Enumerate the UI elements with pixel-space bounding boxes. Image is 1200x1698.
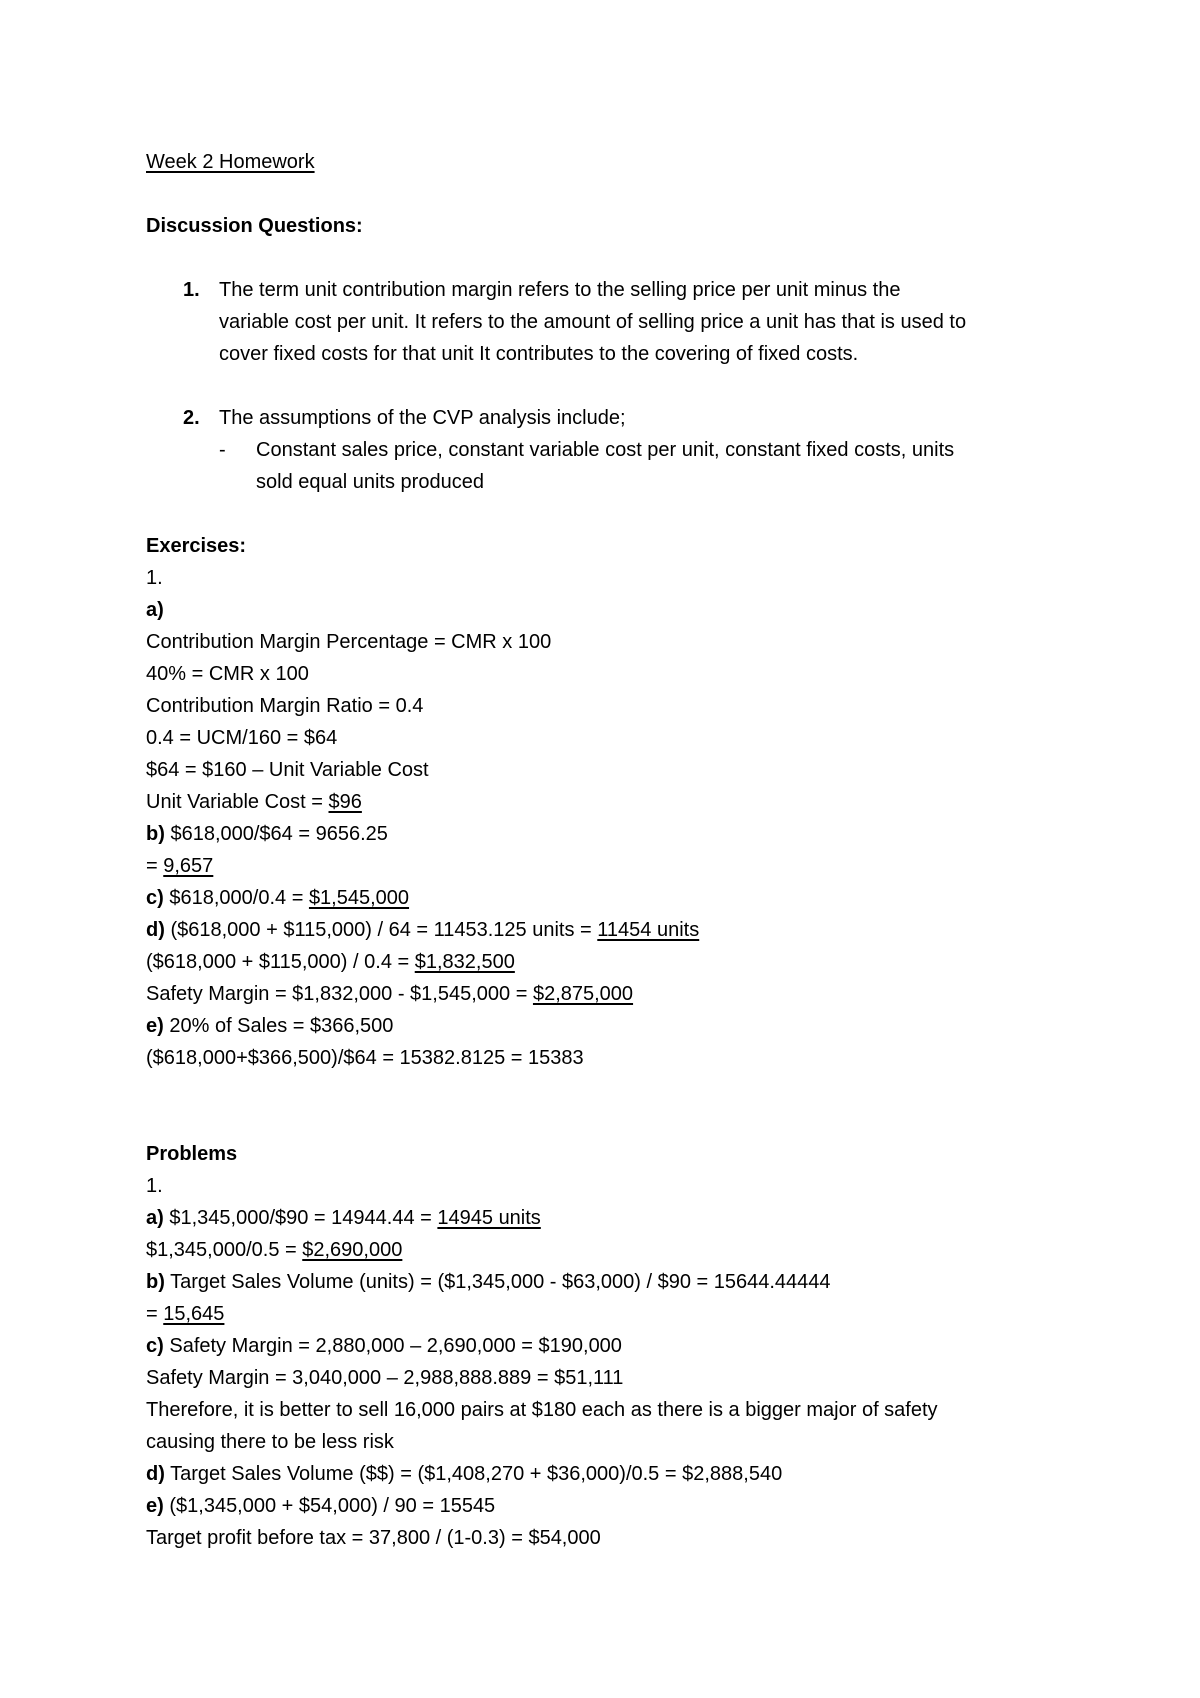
list-number: 1. — [183, 279, 200, 301]
list-number: 2. — [183, 407, 200, 429]
exercise-a-line-1: Contribution Margin Percentage = CMR x 100 — [146, 631, 552, 653]
answer-text: = — [146, 1303, 164, 1325]
exercise-d-line-2 — [146, 946, 1046, 978]
discussion-question-1 — [146, 274, 1046, 370]
question-2-line: The assumptions of the CVP analysis include; — [219, 407, 626, 429]
item-text: 20% of Sales = $366,500 — [163, 1015, 394, 1037]
answer-value: $1,832,500 — [414, 951, 515, 973]
exercise-a-line-5: $64 = $160 – Unit Variable Cost — [146, 759, 429, 781]
item-text: ($618,000 + $115,000) / 0.4 = — [146, 951, 415, 973]
bullet-dash: - — [219, 439, 226, 461]
answer-value: 15,645 — [163, 1303, 225, 1325]
problem-a — [146, 1202, 1046, 1234]
item-text: $618,000/$64 = 9656.25 — [164, 823, 388, 845]
exercise-d — [146, 914, 1046, 946]
document-content — [146, 146, 1046, 1554]
problem-c-line-2: Safety Margin = 3,040,000 – 2,988,888.889 = $51,111 — [146, 1367, 624, 1389]
discussion-heading: Discussion Questions: — [146, 215, 363, 237]
item-label: e) — [146, 1015, 164, 1037]
page-title: Week 2 Homework — [146, 151, 315, 173]
problem-d — [146, 1458, 1046, 1490]
item-label: a) — [146, 1207, 164, 1229]
answer-value: 9,657 — [163, 855, 214, 877]
answer-value: $1,545,000 — [308, 887, 410, 909]
item-label: e) — [146, 1495, 164, 1517]
exercise-a-line-2: 40% = CMR x 100 — [146, 663, 309, 685]
assumptions-line-1: Constant sales price, constant variable cost per unit, constant fixed costs, units — [256, 439, 955, 461]
exercise-e-line-2: ($618,000+$366,500)/$64 = 15382.8125 = 15383 — [146, 1047, 584, 1069]
item-text: $1,345,000/0.5 = — [146, 1239, 303, 1261]
exercise-a-line-4: 0.4 = UCM/160 = $64 — [146, 727, 338, 749]
exercise-number: 1. — [146, 567, 163, 589]
item-text: Target Sales Volume ($$) = ($1,408,270 + $36,000)/0.5 = $2,888,540 — [164, 1463, 783, 1485]
exercise-a-answer — [146, 786, 1046, 818]
answer-value: 14945 units — [437, 1207, 541, 1229]
item-text: ($1,345,000 + $54,000) / 90 = 15545 — [163, 1495, 496, 1517]
answer-value: 11454 units — [597, 919, 700, 941]
item-label: b) — [146, 1271, 165, 1293]
problem-c-line-3: Therefore, it is better to sell 16,000 pairs at $180 each as there is a bigger major of safety — [146, 1399, 938, 1421]
exercise-a-label: a) — [146, 599, 164, 621]
problem-e — [146, 1490, 1046, 1522]
item-label: b) — [146, 823, 165, 845]
problem-c-line-4: causing there to be less risk — [146, 1431, 394, 1453]
item-label: c) — [146, 1335, 164, 1357]
problem-number: 1. — [146, 1175, 163, 1197]
item-label: d) — [146, 919, 165, 941]
answer-text: = — [146, 855, 164, 877]
discussion-question-2 — [146, 402, 1046, 434]
answer-value: $2,690,000 — [302, 1239, 403, 1261]
problem-c — [146, 1330, 1046, 1362]
assumptions-line-2: sold equal units produced — [256, 471, 484, 493]
item-text: $1,345,000/$90 = 14944.44 = — [163, 1207, 438, 1229]
problem-e-line-2: Target profit before tax = 37,800 / (1-0.3) = $54,000 — [146, 1527, 601, 1549]
item-text: ($618,000 + $115,000) / 64 = 11453.125 units = — [164, 919, 598, 941]
exercise-a-line-3: Contribution Margin Ratio = 0.4 — [146, 695, 424, 717]
question-1-line-2: variable cost per unit. It refers to the amount of selling price a unit has that is used to — [219, 311, 967, 333]
problem-b-answer — [146, 1298, 1046, 1330]
problems-heading: Problems — [146, 1143, 238, 1165]
answer-value: $2,875,000 — [532, 983, 634, 1005]
problem-b — [146, 1266, 1046, 1298]
item-label: c) — [146, 887, 164, 909]
item-text: Safety Margin = 2,880,000 – 2,690,000 = $190,000 — [163, 1335, 622, 1357]
exercises-heading: Exercises: — [146, 535, 247, 557]
item-text: Target Sales Volume (units) = ($1,345,000 - $63,000) / $90 = 15644.44444 — [164, 1271, 831, 1293]
item-text: Safety Margin = $1,832,000 - $1,545,000 = — [146, 983, 533, 1005]
exercise-b-answer — [146, 850, 1046, 882]
question-1-line-3: cover fixed costs for that unit It contributes to the covering of fixed costs. — [219, 343, 859, 365]
question-1-line-1: The term unit contribution margin refers to the selling price per unit minus the — [219, 279, 901, 301]
exercise-c — [146, 882, 1046, 914]
exercise-b — [146, 818, 1046, 850]
answer-value: $96 — [328, 791, 362, 813]
answer-text: Unit Variable Cost = — [146, 791, 329, 813]
item-text: $618,000/0.4 = — [163, 887, 309, 909]
exercise-d-line-3 — [146, 978, 1046, 1010]
item-label: d) — [146, 1463, 165, 1485]
problem-a-line-2 — [146, 1234, 1046, 1266]
exercise-e — [146, 1010, 1046, 1042]
assumptions-bullet — [146, 434, 1046, 498]
